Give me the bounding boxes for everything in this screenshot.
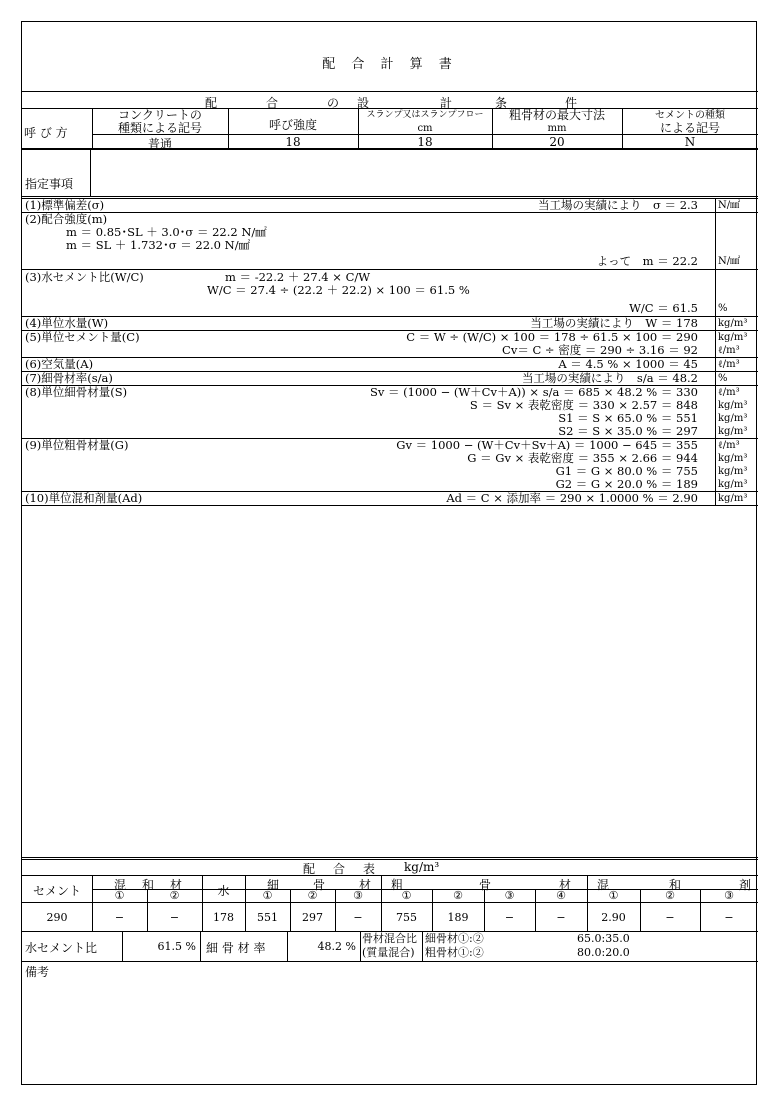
col-concrete-type: コンクリートの 種類による記号 — [117, 108, 202, 135]
calc-row-9: (9)単位粗骨材量(G) Gv ＝ 1000 − (W＋Cv＋Sv＋A) ＝ 1000 − 645 ＝ 355 ℓ/m³ — [25, 438, 740, 452]
agg-mix-label: 骨材混合比 (質量混合) — [362, 932, 417, 959]
calc-row-4: (4)単位水量(W) 当工場の実績により W ＝ 178 kg/m³ — [25, 316, 748, 330]
col-cement-type: セメントの種類 による記号 — [655, 110, 725, 135]
mix-admix-header: 混 和 材 — [114, 878, 183, 892]
val-concrete-type: 普通 — [147, 137, 172, 151]
mix-water-header: 水 — [217, 884, 230, 898]
mix-calculation-sheet: 配 合 計 算 書 配 合 の 設 計 条 件 呼 び 方 コンクリートの 種類による記号 呼び強度 スランプ又はスランプフロー cm 粗骨材の最大寸法 mm セメントの種類 による記号 普通 18 18 20 N 指定事項 (1)標準偏差(σ) 当工場の実績により σ ＝ 2.3 N/㎟ (2)配合強度(m) m ＝ 0.85･SL ＋ 3.0･σ ＝ 22.2 N/㎟ m ＝ SL ＋ 1.732･σ ＝ 22.0 N/㎟ よって m ＝ 22.2 N/㎟ (3)水セメント比(W/C) m ＝ -22.2 ＋ 27.4 × C/W W/C ＝ 27.4 ÷ (22.2 ＋ 22.2) × 100 ＝ 61.5 % W/C ＝ 61.5 % (4)単位水量(W) 当工場の実績により W ＝ 178 kg/m³ (5)単位セメント量(C) C ＝ W ÷ (W/C) × 100 ＝ 178 ÷ 61.5 × 100 ＝ 290 kg/m³ Cv＝ C ÷ 密度 ＝ 290 ÷ 3.16 ＝ 92 ℓ/m³ (6)空気量(A) A ＝ 4.5 % × 1000 ＝ 45 ℓ/m³ (7)細骨材率(s/a) 当工場の実績により s/a ＝ 48.2 % (8)単位細骨材量(S) Sv ＝ (1000 − (W＋Cv＋A)) × s/a ＝ 685 × 48.2 % ＝ 330 ℓ/m³ S ＝ Sv × 表乾密度 ＝ 330 × 2.57 ＝ 848 kg/m³ S1 ＝ S × 65.0 % ＝ 551 kg/m³ S2 ＝ S × 35.0 % ＝ 297 kg/m³ (9)単位粗骨材量(G) Gv ＝ 1000 − (W＋Cv＋Sv＋A) ＝ 1000 − 645 ＝ 355 ℓ/m³ G ＝ Gv × 表乾密度 ＝ 355 × 2.66 ＝ 944 kg/m³ G1 ＝ G × 80.0 % ＝ 755 kg/m³ G2 ＝ G × 20.0 % ＝ 189 kg/m³ (10)単位混和剤量(Ad) Ad ＝ C × 添加率 ＝ 290 × 1.0000 % ＝ 2.90 kg/m³ 配 合 表 kg/m³ セメント 混 和 材 水 細 骨 材 粗 骨 材 混 和 剤 ① ② ① ② ③ ① ② ③ ④ ① ② ③ 290 − − 178 551 297 − 755 189 − − 2.90 − − 水セメント比 61.5 % 細 骨 材 率 48.2 % 骨材混合比 (質量混合) 細骨材①:② 粗骨材①:② 65.0:35.0 80.0:20.0 備考 — [21, 21, 757, 1085]
design-header: 配 合 の 設 計 条 件 — [205, 96, 578, 110]
col-yobikata: 呼 び 方 — [24, 126, 68, 140]
shitei-label: 指定事項 — [25, 177, 74, 191]
calc-row-6: (6)空気量(A) A ＝ 4.5 % × 1000 ＝ 45 ℓ/m³ — [25, 357, 740, 371]
mix-fine-header: 細 骨 材 — [267, 878, 372, 892]
wc-label: 水セメント比 — [25, 941, 98, 955]
mix-coarse-header: 粗 骨 材 — [391, 878, 572, 892]
col-aggregate-size: 粗骨材の最大寸法 mm — [508, 108, 605, 134]
calc-row-8: (8)単位細骨材量(S) Sv ＝ (1000 − (W＋Cv＋A)) × s/a ＝ 685 × 48.2 % ＝ 330 ℓ/m³ — [25, 385, 740, 399]
agg-labels: 細骨材①:② 粗骨材①:② — [425, 932, 484, 959]
wc-value: 61.5 % — [157, 940, 196, 953]
val-cement-type: N — [684, 135, 696, 149]
mix-chem-header: 混 和 剤 — [597, 878, 752, 892]
fine-ratio-label: 細 骨 材 率 — [206, 941, 266, 955]
bikou-label: 備考 — [25, 965, 50, 979]
calc-row-10: (10)単位混和剤量(Ad) Ad ＝ C × 添加率 ＝ 290 × 1.0000 % ＝ 2.90 kg/m³ — [25, 491, 748, 505]
val-slump: 18 — [417, 135, 433, 149]
mix-val-cement: 290 — [46, 911, 68, 924]
mix-cement-header: セメント — [32, 884, 81, 898]
mix-header: 配 合 表 kg/m³ — [303, 860, 440, 876]
val-aggregate-size: 20 — [549, 135, 565, 149]
col-slump: スランプ又はスランプフロー cm — [366, 110, 484, 134]
mix-val-water: 178 — [213, 911, 234, 924]
calc-row-3: (3)水セメント比(W/C) m ＝ -22.2 ＋ 27.4 × C/W — [25, 270, 371, 284]
calc-row-7: (7)細骨材率(s/a) 当工場の実績により s/a ＝ 48.2 % — [25, 371, 728, 385]
fine-ratio-value: 48.2 % — [317, 940, 356, 953]
document-title: 配 合 計 算 書 — [322, 57, 458, 72]
agg-values: 65.0:35.0 80.0:20.0 — [577, 932, 630, 959]
calc-row-1: (1)標準偏差(σ) 当工場の実績により σ ＝ 2.3 N/㎟ — [25, 198, 741, 212]
calc-row-5: (5)単位セメント量(C) C ＝ W ÷ (W/C) × 100 ＝ 178 ÷ 61.5 × 100 ＝ 290 kg/m³ — [25, 330, 748, 344]
col-strength: 呼び強度 — [268, 118, 317, 132]
calc-row-2: (2)配合強度(m) — [25, 212, 108, 226]
divider — [22, 91, 758, 92]
val-strength: 18 — [285, 135, 301, 149]
